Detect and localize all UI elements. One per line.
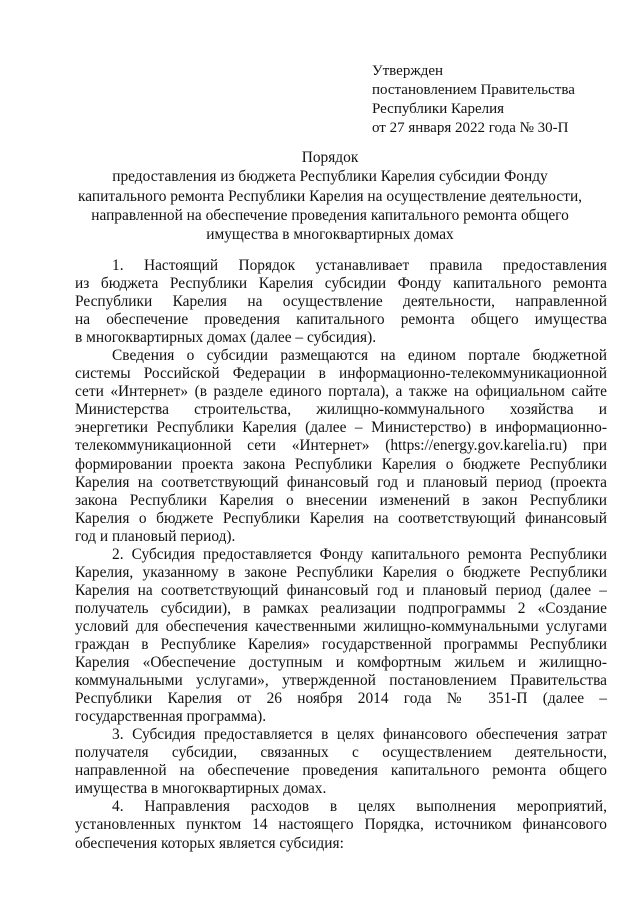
body-line: получателя субсидии, связанных с осуществлением деятельности, — [75, 744, 607, 762]
title-line: имущества в многоквартирных домах — [206, 226, 454, 244]
body-line: системы Российской Федерации в информационно-телекоммуникационной — [75, 365, 607, 383]
body-line: Сведения о субсидии размещаются на едином портале бюджетной — [112, 347, 607, 365]
body-line: формировании проекта закона Республики Карелия о бюджете Республики — [75, 455, 607, 473]
title-line: предоставления из бюджета Республики Карелия субсидии Фонду — [112, 168, 548, 186]
body-line: из бюджета Республики Карелия субсидии Фонду капитального ремонта — [75, 275, 607, 293]
body-line: получатель субсидии), в рамках реализации подпрограммы 2 «Создание — [75, 599, 607, 617]
body-line: сети «Интернет» (в разделе единого портала), а также на официальном сайте — [75, 383, 607, 401]
document-body — [75, 257, 607, 853]
body-line: телекоммуникационной сети «Интернет» (https://energy.gov.karelia.ru) при — [75, 437, 607, 455]
body-line: обеспечения которых является субсидия: — [75, 834, 344, 852]
approval-line: постановлением Правительства — [372, 82, 575, 98]
body-line: энергетики Республики Карелия (далее – Министерство) в информационно- — [75, 419, 607, 437]
body-line: имущества в многоквартирных домах. — [75, 780, 327, 798]
body-line: 4. Направления расходов в целях выполнения мероприятий, — [112, 798, 607, 816]
body-line: Карелия на соответствующий финансовый год и плановый период (проекта — [75, 473, 607, 491]
body-line: условий для обеспечения качественными жилищно-коммунальными услугами — [75, 617, 607, 635]
body-line: Республики Карелия от 26 ноября 2014 года № 351-П (далее – — [75, 690, 607, 708]
body-line: государственная программа). — [75, 708, 267, 726]
body-line: граждан в Республике Карелия» государственной программы Республики — [75, 635, 607, 653]
approval-line: Утвержден — [372, 63, 444, 79]
body-line: в многоквартирных домах (далее – субсидия). — [75, 329, 377, 347]
body-line: 3. Субсидия предоставляется в целях финансового обеспечения затрат — [112, 726, 607, 744]
title-line: направленной на обеспечение проведения капитального ремонта общего — [91, 206, 569, 224]
approval-line: Республики Карелия — [372, 101, 505, 117]
body-line: Карелия на соответствующий финансовый год и плановый период (далее – — [75, 581, 607, 599]
body-line: Карелия «Обеспечение доступным и комфортным жильем и жилищно- — [75, 654, 607, 672]
body-line: коммунальными услугами», утвержденной постановлением Правительства — [75, 672, 607, 690]
body-line: установленных пунктом 14 настоящего Порядка, источником финансового — [75, 816, 607, 834]
approval-block — [372, 62, 575, 138]
body-line: Карелия, указанному в законе Республики Карелия о бюджете Республики — [75, 563, 607, 581]
approval-line: от 27 января 2022 года № 30-П — [372, 120, 569, 136]
body-line: 1. Настоящий Порядок устанавливает правила предоставления — [112, 257, 607, 274]
document-title — [60, 148, 600, 244]
body-line: 2. Субсидия предоставляется Фонду капитального ремонта Республики — [112, 545, 607, 563]
body-line: Министерства строительства, жилищно-коммунального хозяйства и — [75, 401, 607, 419]
title-line: капитального ремонта Республики Карелия на осуществление деятельности, — [77, 187, 583, 205]
body-line: Карелия о бюджете Республики Карелия на соответствующий финансовый — [75, 509, 607, 527]
title-line: Порядок — [301, 149, 359, 166]
body-line: закона Республики Карелия о внесении изменений в закон Республики — [75, 491, 607, 509]
body-line: год и плановый период). — [75, 527, 236, 545]
body-line: направленной на обеспечение проведения капитального ремонта общего — [75, 762, 607, 780]
body-line: Республики Карелия на осуществление деятельности, направленной — [75, 293, 607, 311]
body-line: на обеспечение проведения капитального ремонта общего имущества — [75, 311, 607, 329]
